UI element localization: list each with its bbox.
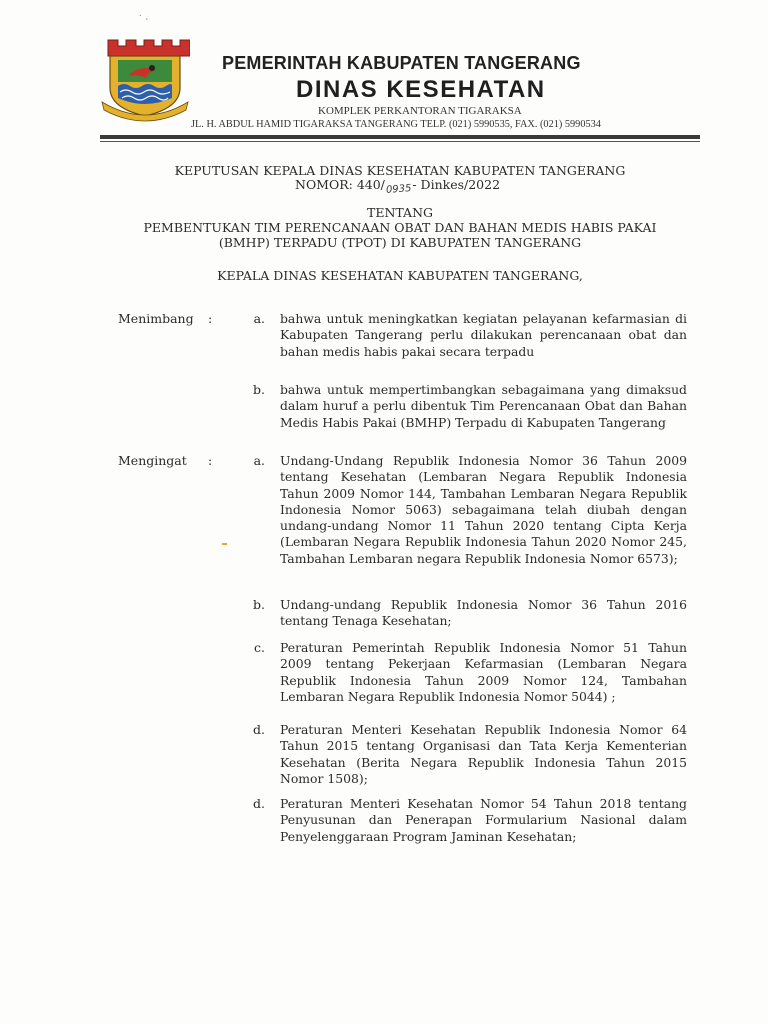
issuer-line: KEPALA DINAS KESEHATAN KABUPATEN TANGERANG, (217, 268, 583, 283)
menimbang-colon: : (208, 311, 213, 326)
decree-number-suffix: - Dinkes/2022 (412, 177, 501, 192)
tentang-label: TENTANG (366, 205, 433, 220)
letterhead-rule-thin (100, 141, 700, 142)
subject-line-1: PEMBENTUKAN TIM PERENCANAAN OBAT DAN BAHAN MEDIS HABIS PAKAI (143, 220, 657, 235)
mengingat-item-letter: b. (253, 597, 265, 612)
menimbang-item-text: bahwa untuk mempertimbangkan sebagaimana yang dimaksud dalam huruf a perlu dibentuk Tim Perencanaan Obat dan Bahan Medis Habis Pakai (BMHP) Terpadu di Kabupaten Tangerang (280, 382, 687, 430)
decree-number-prefix: NOMOR: 440/ (295, 177, 385, 192)
kabupaten-tangerang-crest-icon (100, 36, 190, 122)
decree-heading: KEPUTUSAN KEPALA DINAS KESEHATAN KABUPATEN TANGERANG (174, 163, 626, 178)
subject-line-2: (BMHP) TERPADU (TPOT) DI KABUPATEN TANGERANG (218, 235, 582, 250)
mengingat-colon: : (208, 453, 213, 468)
menimbang-item-letter: b. (253, 382, 265, 397)
mengingat-item-letter: a. (253, 453, 265, 468)
mengingat-label: Mengingat (118, 453, 187, 468)
organization-name: PEMERINTAH KABUPATEN TANGERANG (222, 53, 581, 73)
menimbang-item-text: bahwa untuk meningkatkan kegiatan pelayanan kefarmasian di Kabupaten Tangerang perlu dilakukan perencanaan obat dan bahan medis habis pakai secara terpadu (280, 311, 687, 359)
department-name: DINAS KESEHATAN (296, 76, 546, 103)
address-line-1: KOMPLEK PERKANTORAN TIGARAKSA (318, 105, 522, 117)
address-line-2: JL. H. ABDUL HAMID TIGARAKSA TANGERANG TELP. (021) 5990535, FAX. (021) 5990534 (191, 119, 601, 130)
mengingat-item-letter: c. (254, 640, 265, 655)
menimbang-item-letter: a. (253, 311, 265, 326)
mengingat-item-text: Peraturan Menteri Kesehatan Nomor 54 Tahun 2018 tentang Penyusunan dan Penerapan Formularium Nasional dalam Penyelenggaraan Program Jaminan Kesehatan; (280, 796, 687, 844)
decree-number-handwritten: 0935 (385, 183, 412, 196)
mengingat-item-letter: d. (253, 722, 265, 737)
mengingat-item-letter: d. (253, 796, 265, 811)
mengingat-item-text: Peraturan Menteri Kesehatan Republik Indonesia Nomor 64 Tahun 2015 tentang Organisasi dan Tata Kerja Kementerian Kesehatan (Berita Negara Republik Indonesia Tahun 2015 Nomor 1508); (280, 722, 687, 786)
mengingat-item-text: Undang-Undang Republik Indonesia Nomor 36 Tahun 2009 tentang Kesehatan (Lembaran Negara Republik Indonesia Tahun 2009 Nomor 144, Tambahan Lembaran Negara Republik Indonesia Nomor 5063) sebagaimana telah diubah dengan undang-undang Nomor 11 Tahun 2020 tentang Cipta Kerja (Lembaran Negara Republik Indonesia Tahun 2020 Nomor 245, Tambahan Lembaran negara Republik Indonesia Nomor 6573); (280, 453, 687, 566)
mengingat-item-text: Undang-undang Republik Indonesia Nomor 36 Tahun 2016 tentang Tenaga Kesehatan; (280, 597, 687, 629)
letterhead-rule-thick (100, 135, 700, 139)
mengingat-item-text: Peraturan Pemerintah Republik Indonesia Nomor 51 Tahun 2009 tentang Pekerjaan Kefarmasian (Lembaran Negara Republik Indonesia Tahun 2009 Nomor 124, Tambahan Lembaran Negara Republik Indonesia Nomor 5044) ; (280, 640, 687, 704)
scan-mark (222, 543, 227, 545)
scan-speck: ˙ · (138, 15, 149, 25)
menimbang-label: Menimbang (118, 311, 194, 326)
decree-number (295, 177, 501, 196)
